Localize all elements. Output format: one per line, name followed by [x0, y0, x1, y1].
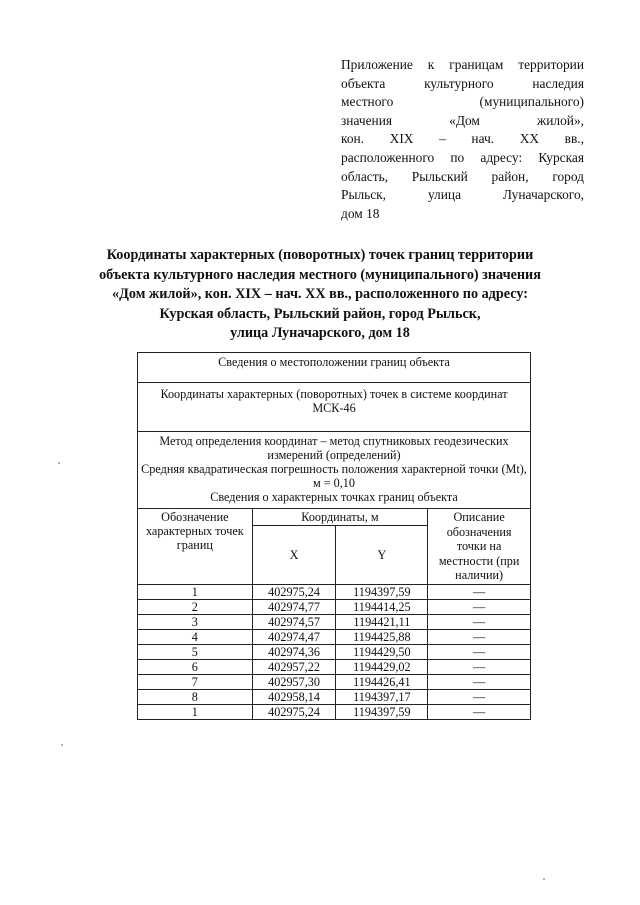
coord-x: 402975,24 — [252, 705, 336, 720]
table-row — [138, 585, 531, 600]
point-number: 5 — [138, 645, 253, 660]
appendix-line: расположенного по адресу: Курская — [341, 149, 584, 165]
section-location: Сведения о местоположении границ объекта — [138, 353, 531, 383]
col-header-coordinates: Координаты, м — [252, 509, 428, 526]
title-line: Курская область, Рыльский район, город Рыльск, — [159, 305, 481, 322]
appendix-line: Приложение к границам территории — [341, 57, 584, 72]
appendix-line: кон. XIX – нач. XX вв., — [341, 131, 584, 147]
point-description: — — [428, 630, 531, 645]
appendix-note — [341, 56, 584, 223]
coord-x: 402957,30 — [252, 675, 336, 690]
coord-x: 402974,57 — [252, 615, 336, 630]
section-coordinate-system: Координаты характерных (поворотных) точек в системе координат МСК-46 — [138, 383, 531, 432]
point-description: — — [428, 705, 531, 720]
title-line: объекта культурного наследия местного (муниципального) значения — [99, 266, 541, 283]
coord-y: 1194414,25 — [336, 600, 428, 615]
coord-x: 402974,47 — [252, 630, 336, 645]
point-description: — — [428, 660, 531, 675]
point-number: 1 — [138, 705, 253, 720]
table-row — [138, 705, 531, 720]
col-header-x: X — [252, 526, 336, 585]
coord-x: 402958,14 — [252, 690, 336, 705]
appendix-line: местного (муниципального) — [341, 94, 584, 110]
point-number: 4 — [138, 630, 253, 645]
appendix-line: область, Рыльский район, город — [341, 168, 584, 184]
table-row — [138, 690, 531, 705]
coord-y: 1194426,41 — [336, 675, 428, 690]
col-header-description: Описание обозначения точки на местности (при наличии) — [428, 509, 531, 585]
section-method — [138, 432, 531, 509]
title-line: Координаты характерных (поворотных) точек границ территории — [106, 247, 534, 263]
table-row — [138, 630, 531, 645]
point-number: 8 — [138, 690, 253, 705]
table-row — [138, 660, 531, 675]
method-text: Метод определения координат – метод спутниковых геодезических измерений (определений) — [159, 434, 509, 462]
point-description: — — [428, 645, 531, 660]
table-row — [138, 675, 531, 690]
col-header-designation: Обозначение характерных точек границ — [138, 509, 253, 585]
coord-y: 1194397,17 — [336, 690, 428, 705]
coord-y: 1194425,88 — [336, 630, 428, 645]
error-text: Средняя квадратическая погрешность положения характерной точки (Mt), м = 0,10 — [141, 462, 527, 490]
coord-y: 1194429,02 — [336, 660, 428, 675]
coord-y: 1194397,59 — [336, 705, 428, 720]
title-line: улица Луначарского, дом 18 — [230, 325, 410, 341]
table-row — [138, 600, 531, 615]
point-number: 3 — [138, 615, 253, 630]
coord-y: 1194429,50 — [336, 645, 428, 660]
coord-y: 1194421,11 — [336, 615, 428, 630]
point-number: 2 — [138, 600, 253, 615]
point-number: 6 — [138, 660, 253, 675]
coord-x: 402974,77 — [252, 600, 336, 615]
appendix-line: дом 18 — [341, 205, 380, 221]
table-row — [138, 615, 531, 630]
coord-y: 1194397,59 — [336, 585, 428, 600]
table-row — [138, 645, 531, 660]
coord-x: 402974,36 — [252, 645, 336, 660]
coord-x: 402975,24 — [252, 585, 336, 600]
point-number: 1 — [138, 585, 253, 600]
coord-x: 402957,22 — [252, 660, 336, 675]
appendix-line: Рыльск, улица Луначарского, — [341, 187, 584, 203]
point-description: — — [428, 585, 531, 600]
point-description: — — [428, 690, 531, 705]
scan-speck — [61, 744, 63, 746]
title-line: «Дом жилой», кон. XIX – нач. XX вв., расположенного по адресу: — [112, 286, 528, 302]
document-title — [80, 246, 560, 344]
scan-speck — [543, 878, 545, 880]
col-header-y: Y — [336, 526, 428, 585]
appendix-line: значения «Дом жилой», — [341, 112, 584, 128]
coordinates-table — [137, 352, 531, 720]
appendix-line: объекта культурного наследия — [341, 75, 584, 91]
point-description: — — [428, 615, 531, 630]
points-section-text: Сведения о характерных точках границ объекта — [210, 490, 458, 504]
point-description: — — [428, 675, 531, 690]
point-description: — — [428, 600, 531, 615]
point-number: 7 — [138, 675, 253, 690]
scan-speck — [58, 462, 60, 464]
